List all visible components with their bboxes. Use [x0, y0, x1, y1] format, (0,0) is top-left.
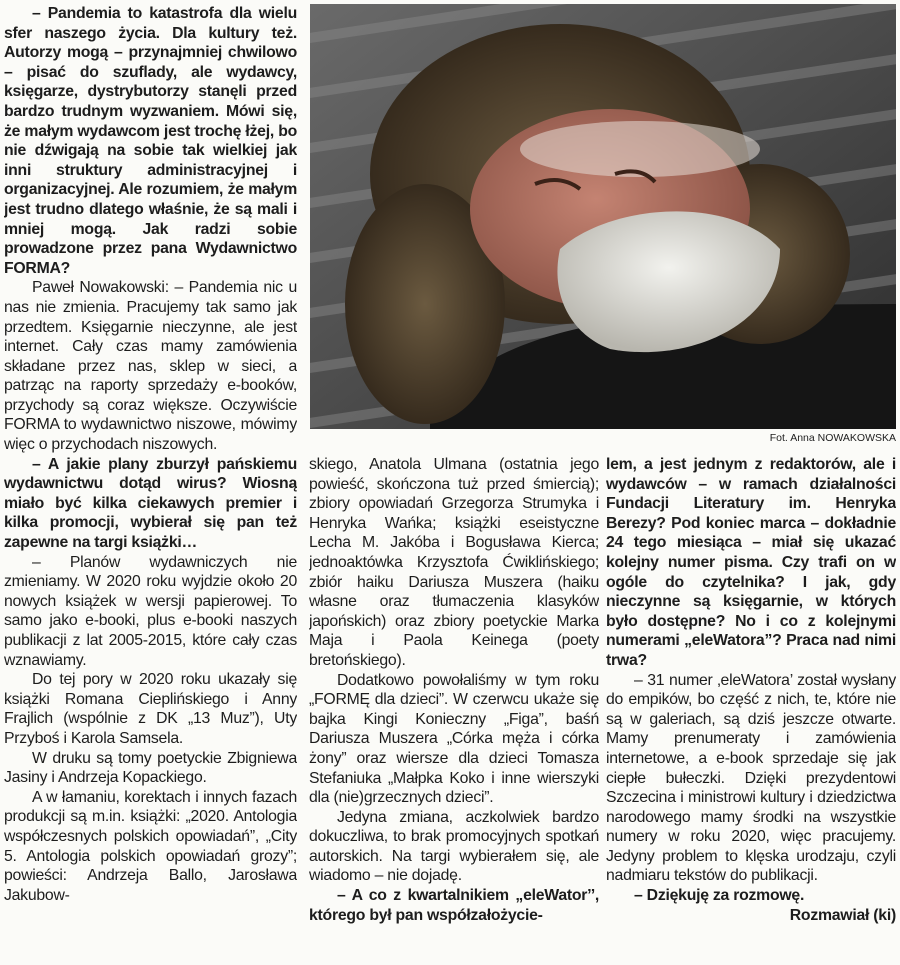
answer-paragraph: Jedyna zmiana, aczkolwiek bardzo dokuczliwa, to brak promocyjnych spotkań autorskich. Na targi wybierałem się, ale wiadomo – nie dojadę.: [309, 808, 599, 885]
answer-paragraph: Paweł Nowakowski: – Pandemia nic u nas nie zmienia. Pracujemy tak samo jak przedtem. Księgarnie nieczynne, ale jest internet. Cały czas mamy zamówienia składane przez nas, sklep w sieci, a patrząc na raporty sprzedaży e-booków, przychody są coraz większe. Oczywiście FORMA to wydawnictwo niszowe, mówimy więc o przychodach niszowych.: [4, 279, 297, 454]
question-paragraph: – A co z kwartalnikiem „eleWatorˮ, którego był pan współzałożycie-: [309, 887, 599, 924]
article-column-3: [606, 455, 896, 963]
answer-paragraph: – Planów wydawniczych nie zmieniamy. W 2020 roku wyjdzie około 20 nowych książek w wersji papierowej. To samo jako e-booki, plus e-booki naszych publikacji z lat 2005-2015, które cały czas wznawiamy.: [4, 553, 297, 669]
question-paragraph: – Dziękuję za rozmowę.: [634, 887, 805, 905]
portrait-photo: [310, 4, 896, 429]
answer-paragraph: – 31 numer ‚eleWatora’ został wysłany do empików, bo część z nich, te, które nie są w galeriach, są dziś jeszcze otwarte. Mamy prenumeraty i zamówienia internetowe, a e-book sprzedaje się jak ciepłe bułeczki. Dzięki prezydentowi Szczecina i ministrowi kultury i dziedzictwa narodowego mamy środki na wszystkie numery w roku 2020, więc pracujemy. Jedyny problem to klęska urodzaju, czyli nadmiaru tekstów do publikacji.: [606, 671, 896, 885]
question-paragraph: – A jakie plany zburzył pańskiemu wydawnictwu dotąd wirus? Wiosną miało być kilka ciekawych premier i kilka promocji, wybierał się pan też zapewne na targi książki…: [4, 455, 297, 552]
answer-paragraph: W druku są tomy poetyckie Zbigniewa Jasiny i Andrzeja Kopackiego.: [4, 749, 297, 787]
article-column-2: [309, 455, 599, 963]
question-paragraph: lem, a jest jednym z redaktorów, ale i wydawców – w ramach działalności Fundacji Literatury im. Henryka Berezy? Pod koniec marca – dokładnie 24 tego miesiąca – miał się ukazać kolejny numer pisma. Czy trafi on w ogóle do czytelnika? I jak, gdy nieczynne są księgarnie, w których było dostępne? No i co z kolejnymi numerami „eleWatora”? Praca nad nimi trwa?: [606, 456, 896, 669]
answer-paragraph: Do tej pory w 2020 roku ukazały się książki Romana Cieplińskiego i Anny Frajlich (wspólnie z DK „13 Muz”), Uty Przyboś i Karola Samsela.: [4, 671, 297, 747]
answer-paragraph: skiego, Anatola Ulmana (ostatnia jego powieść, skończona tuż przed śmiercią); zbiory opowiadań Grzegorza Strumyka i Henryka Wańka; książki eseistyczne Lecha M. Jakóba i Bogusława Kierca; jednoaktówka Krzysztofa Ćwiklińskiego; zbiór haiku Dariusza Muszera (haiku własne oraz tłumaczenia klasyków japońskich) oraz zbiory poetyckie Marka Maja i Paola Keinega (poety bretońskiego).: [309, 456, 599, 669]
photo-caption: Fot. Anna NOWAKOWSKA: [769, 432, 896, 444]
question-paragraph: – Pandemia to katastrofa dla wielu sfer naszego życia. Dla kultury też. Autorzy mogą – przynajmniej chwilowo – pisać do szuflady, ale wydawcy, księgarze, dystrybutorzy stanęli przed bardzo trudnym wyzwaniem. Mówi się, że małym wydawcom jest trochę łżej, bo nie dźwigają na sobie tak wielkiej jak inni struktury administracyjnej i organizacyjnej. Ale rozumiem, że małym jest trudno dlatego właśnie, że są mali i mniej mogą. Jak radzi sobie prowadzone przez pana Wydawnictwo FORMA?: [4, 5, 297, 277]
answer-paragraph: Dodatkowo powołaliśmy w tym roku „FORMĘ dla dzieci”. W czerwcu ukaże się bajka Kingi Konieczny „Figa”, baśń Dariusza Muszera „Córka męża i córka żony” oraz wiersze dla dzieci Tomasza Stefaniuka „Małpka Koko i inne wierszyki dla (nie)grzecznych dzieci”.: [309, 671, 599, 807]
article-column-1: [4, 4, 297, 962]
interviewer-signature: Rozmawiał (ki): [789, 906, 896, 924]
answer-paragraph: A w łamaniu, korektach i innych fazach produkcji są m.in. książki: „2020. Antologia współczesnych polskich opowiadań”, „City 5. Antologia polskich opowiadań grozy”; powieści: Andrzeja Ballo, Jarosława Jakubow-: [4, 788, 297, 904]
